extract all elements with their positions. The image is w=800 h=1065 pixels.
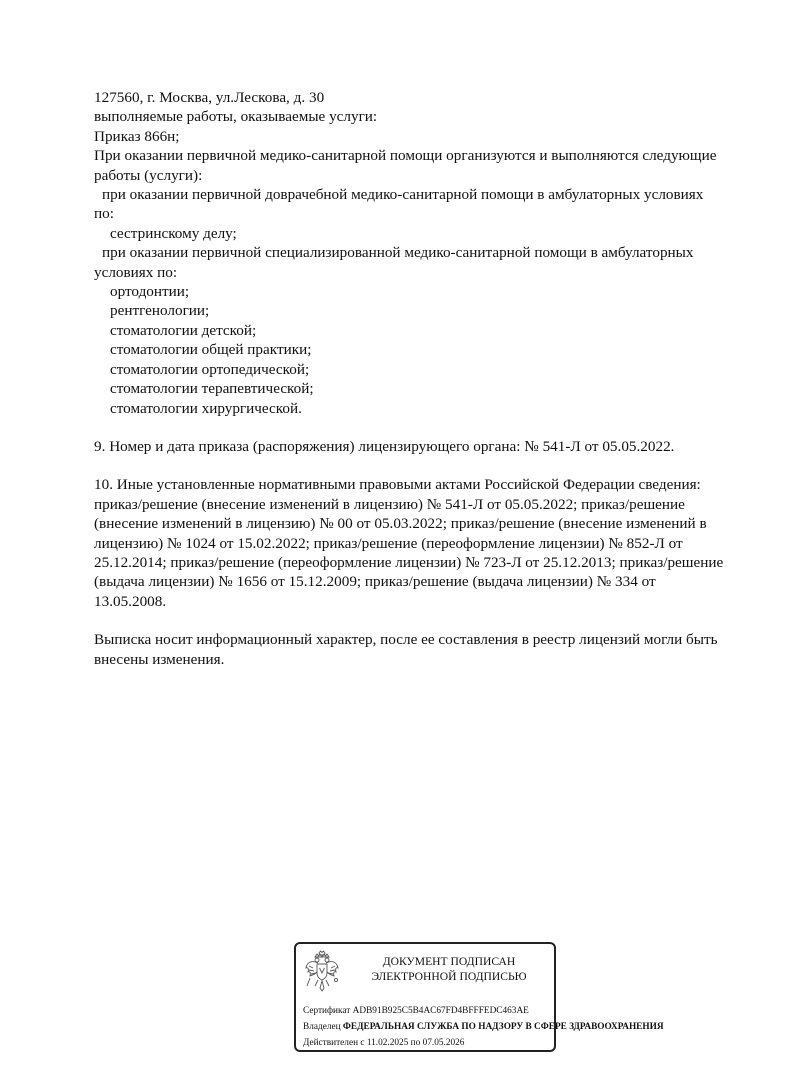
primary-care-intro: При оказании первичной медико-санитарной помощи организуются и выполняются следующие [94, 147, 717, 165]
russian-coat-of-arms-icon [304, 950, 340, 994]
owner-value: ФЕДЕРАЛЬНАЯ СЛУЖБА ПО НАДЗОРУ В СФЕРЕ ЗДРАВООХРАНЕНИЯ [342, 1022, 664, 1032]
owner-line: Владелец ФЕДЕРАЛЬНАЯ СЛУЖБА ПО НАДЗОРУ В СФЕРЕ ЗДРАВООХРАНЕНИЯ [303, 1022, 664, 1032]
item-10-line: 10. Иные установленные нормативными правовыми актами Российской Федерации сведения: [94, 476, 701, 494]
item-10-line: приказ/решение (внесение изменений в лицензию) № 541-Л от 05.05.2022; приказ/решение [94, 495, 685, 513]
primary-care-intro-cont: работы (услуги): [94, 166, 203, 184]
stamp-details [303, 1003, 664, 1051]
certificate-value: ADB91B925C5B4AC67FD4BFFFEDC463AE [352, 1006, 529, 1016]
certificate-line: Сертификат ADB91B925C5B4AC67FD4BFFFEDC463AE [303, 1006, 529, 1016]
item-10-line: 25.12.2014; приказ/решение (переоформление лицензии) № 723-Л от 25.12.2013; приказ/решение [94, 553, 724, 571]
validity-line: Действителен с 11.02.2025 по 07.05.2026 [303, 1038, 465, 1048]
prehospital-care-heading-cont: по: [94, 205, 114, 223]
service-item: стоматологии терапевтической; [110, 380, 314, 398]
electronic-signature-stamp [294, 942, 664, 1052]
specialized-care-heading-cont: условиях по: [94, 263, 178, 281]
service-item: ортодонтии; [110, 283, 190, 301]
service-item: стоматологии детской; [110, 321, 257, 339]
disclaimer-line: Выписка носит информационный характер, после ее составления в реестр лицензий могли быть [94, 631, 718, 649]
services-label: выполняемые работы, оказываемые услуги: [94, 108, 378, 126]
item-10-line: 13.05.2008. [94, 592, 167, 610]
item-9-order: 9. Номер и дата приказа (распоряжения) лицензирующего органа: № 541-Л от 05.05.2022. [94, 437, 675, 455]
specialized-care-heading: при оказании первичной специализированной медико-санитарной помощи в амбулаторных [102, 244, 694, 262]
item-10-line: лицензию) № 1024 от 15.02.2022; приказ/решение (переоформление лицензии) № 852-Л от [94, 534, 683, 552]
service-item: стоматологии общей практики; [110, 341, 312, 359]
disclaimer-line: внесены изменения. [94, 650, 225, 668]
service-item: сестринскому делу; [110, 224, 237, 242]
service-item: стоматологии хирургической. [110, 399, 302, 417]
prehospital-care-heading: при оказании первичной доврачебной медико-санитарной помощи в амбулаторных условиях [102, 186, 704, 204]
item-10-line: (внесение изменений в лицензию) № 00 от 05.03.2022; приказ/решение (внесение изменений в [94, 515, 707, 533]
service-item: рентгенологии; [110, 302, 210, 320]
address-line: 127560, г. Москва, ул.Лескова, д. 30 [94, 89, 325, 106]
item-10-line: (выдача лицензии) № 1656 от 15.12.2009; приказ/решение (выдача лицензии) № 334 от [94, 573, 656, 591]
order-reference: Приказ 866н; [94, 127, 180, 145]
stamp-title: ДОКУМЕНТ ПОДПИСАН ЭЛЕКТРОННОЙ ПОДПИСЬЮ [371, 955, 527, 983]
document-body [94, 88, 764, 669]
service-item: стоматологии ортопедической; [110, 360, 310, 378]
